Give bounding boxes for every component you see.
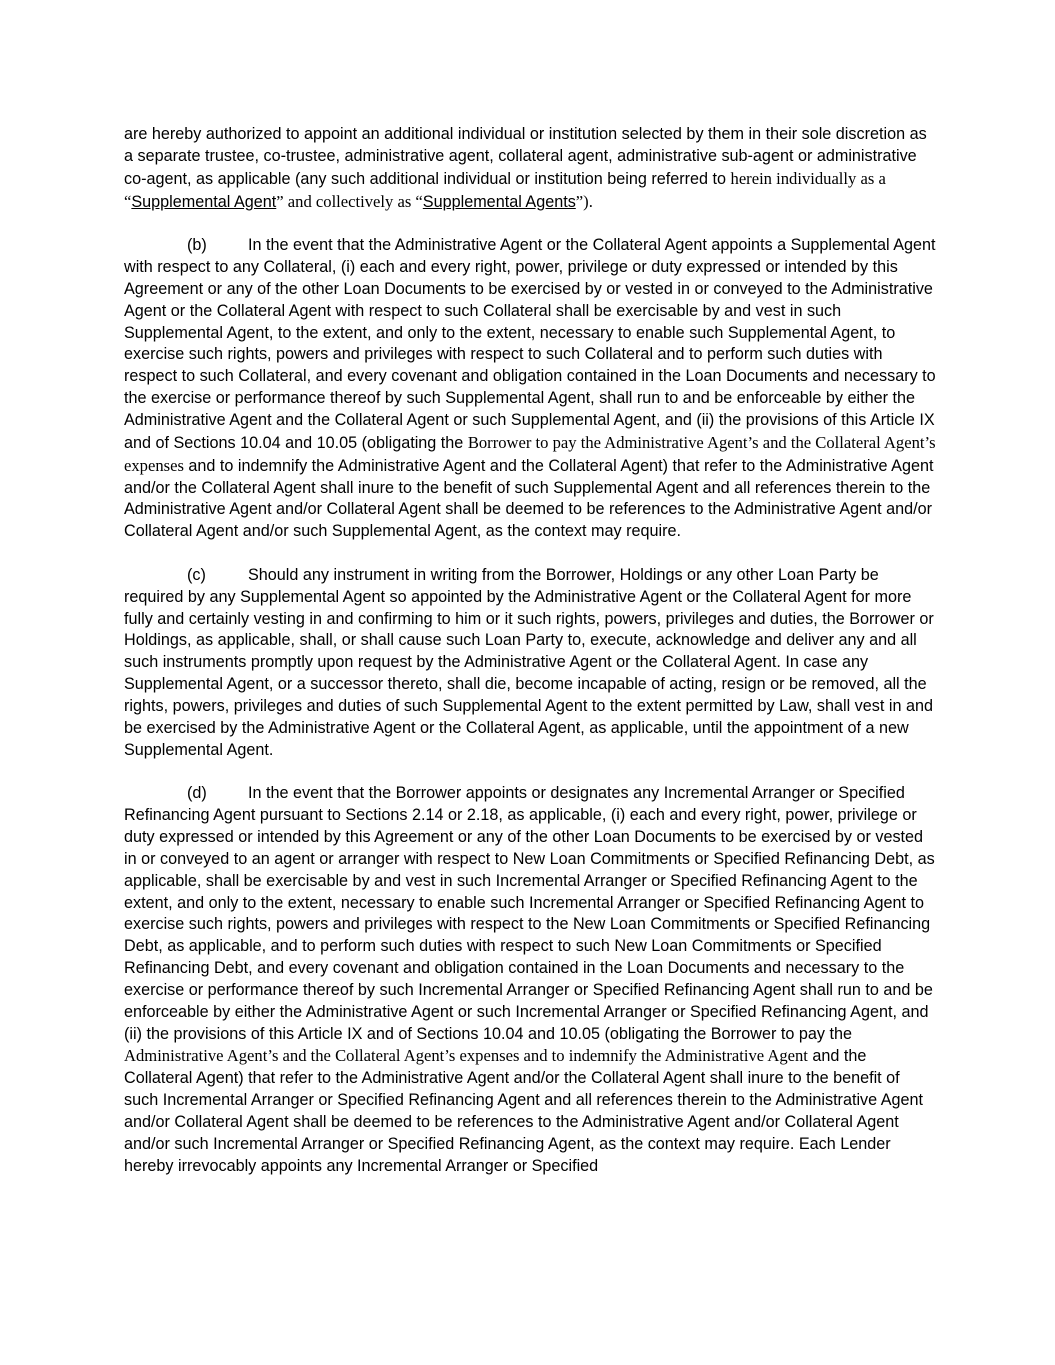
intro-serif-mid: ” and collectively as “ — [276, 191, 423, 211]
intro-serif-end: ”). — [575, 191, 593, 211]
paragraph-c — [124, 565, 936, 762]
document-body — [124, 124, 936, 1199]
paragraph-b-serif-text: Borrower to pay the Administrative Agent’s and the Collateral Agent’s expenses — [124, 432, 936, 475]
paragraph-intro — [124, 124, 936, 213]
intro-text: are hereby authorized to appoint an additional individual or institution selected by them in their sole discretion as a separate trustee, co-trustee, administrative agent, collateral agent, administrative sub-agent or administrative co-agent, as applicable (any such additional individual or institution being referred to — [124, 125, 927, 188]
paragraph-b-text-continued: and to indemnify the Administrative Agent and the Collateral Agent) that refer to the Administrative Agent and/or the Collateral Agent shall inure to the benefit of such Supplemental Agent and all references therein to the Administrative Agent and/or Collateral Agent shall be deemed to be references to the Administrative Agent and/or Collateral Agent and/or such Supplemental Agent, as the context may require. — [124, 456, 934, 541]
paragraph-b — [124, 235, 936, 543]
intro-serif-start: herein individually as a “ — [124, 168, 886, 211]
term-supplemental-agents: Supplemental Agents — [422, 192, 576, 211]
paragraph-d-text-continued: and the Collateral Agent) that refer to the Administrative Agent and/or the Collateral Agent shall inure to the benefit of such Incremental Arranger or Specified Refinancing Agent and all references therein to the Administrative Agent and/or Collateral Agent shall be deemed to be references to the Administrative Agent and/or Collateral Agent and/or such Incremental Arranger or Specified Refinancing Agent, as the context may require. Each Lender hereby irrevocably appoints any Incremental Arranger or Specified — [124, 1047, 924, 1175]
paragraph-marker-d: (d) — [187, 784, 207, 803]
paragraph-d — [124, 783, 936, 1177]
paragraph-d-text: In the event that the Borrower appoints or designates any Incremental Arranger or Specified Refinancing Agent pursuant to Sections 2.14 or 2.18, as applicable, (i) each and every right, power, privilege or duty expressed or intended by this Agreement or any of the other Loan Documents to be exercised by or vested in or conveyed to an agent or arranger with respect to New Loan Commitments or Specified Refinancing Debt, as applicable, shall be exercisable by and vest in such Incremental Arranger or Specified Refinancing Agent to the extent, and only to the extent, necessary to enable such Incremental Arranger or Specified Refinancing Agent to exercise such rights, powers and privileges with respect to the New Loan Commitments or Specified Refinancing Debt, as applicable, and to perform such duties with respect to such New Loan Commitments or Specified Refinancing Debt, and every covenant and obligation contained in the Loan Documents and necessary to the exercise or performance thereof by such Incremental Arranger or Specified Refinancing Agent shall run to and be enforceable by either the Administrative Agent or such Incremental Arranger or Specified Refinancing Agent, and (ii) the provisions of this Article IX and of Sections 10.04 and 10.05 (obligating the Borrower to pay the — [124, 784, 935, 1043]
paragraph-d-serif-text: Administrative Agent’s and the Collateral Agent’s expenses and to indemnify the Administrative Agent — [124, 1046, 808, 1066]
paragraph-marker-c: (c) — [187, 565, 206, 584]
paragraph-c-text: Should any instrument in writing from the Borrower, Holdings or any other Loan Party be required by any Supplemental Agent so appointed by the Administrative Agent or the Collateral Agent for more fully and certainly vesting in and confirming to him or it such rights, powers, privileges and duties, the Borrower or Holdings, as applicable, shall, or shall cause such Loan Party to, execute, acknowledge and deliver any and all such instruments promptly upon request by the Administrative Agent or the Collateral Agent. In case any Supplemental Agent, or a successor thereto, shall die, become incapable of acting, resign or be removed, all the rights, powers, privileges and duties of such Supplemental Agent to the extent permitted by Law, shall vest in and be exercised by the Administrative Agent or the Collateral Agent, as applicable, until the appointment of a new Supplemental Agent. — [124, 565, 934, 759]
term-supplemental-agent: Supplemental Agent — [131, 192, 277, 211]
paragraph-marker-b: (b) — [187, 236, 207, 255]
paragraph-b-text: In the event that the Administrative Agent or the Collateral Agent appoints a Supplemental Agent with respect to any Collateral, (i) each and every right, power, privilege or duty expressed or intended by this Agreement or any of the other Loan Documents to be exercised by or vested in or conveyed to the Administrative Agent or the Collateral Agent with respect to such Collateral shall be exercisable by and vest in such Supplemental Agent, to the extent, and only to the extent, necessary to enable such Supplemental Agent, to exercise such rights, powers and privileges with respect to such Collateral and to perform such duties with respect to such Collateral, and every covenant and obligation contained in the Loan Documents and necessary to the exercise or performance thereof by such Supplemental Agent, shall run to and be enforceable by either the Administrative Agent and the Collateral Agent or such Supplemental Agent, and (ii) the provisions of this Article IX and of Sections 10.04 and 10.05 (obligating the — [124, 236, 936, 452]
